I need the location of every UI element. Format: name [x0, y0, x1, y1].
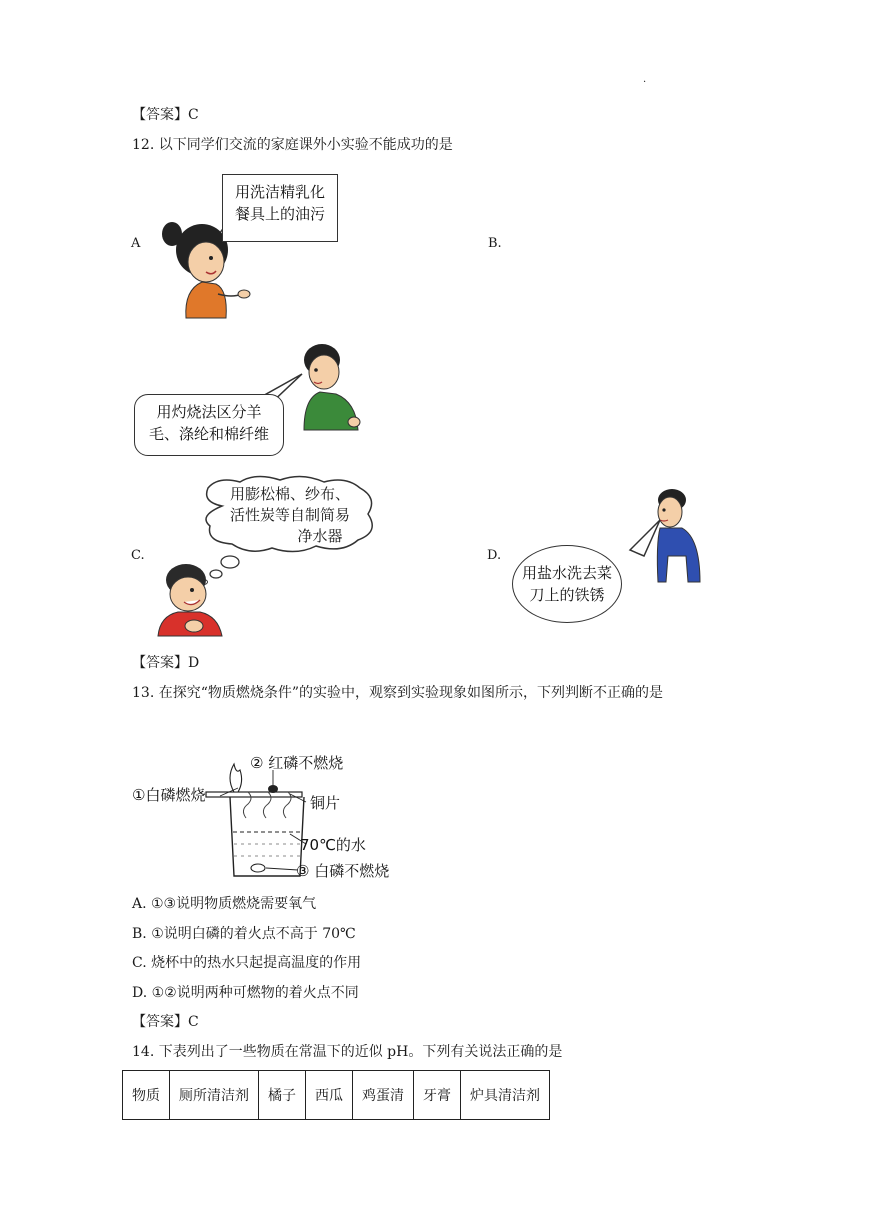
q14-stem: 14. 下表列出了一些物质在常温下的近似 pH。下列有关说法正确的是	[132, 1044, 563, 1060]
speech-b-line1: 用灼烧法区分羊	[156, 403, 262, 421]
diagram-label-1: ①白磷燃烧	[132, 786, 206, 804]
speech-d-line2: 刀上的铁锈	[529, 586, 605, 604]
submerged-white-phosphorus	[251, 864, 265, 872]
thought-cloud-c	[210, 484, 370, 547]
table-header-cell: 炉具清洁剂	[461, 1071, 550, 1120]
table-header-cell: 西瓜	[306, 1071, 353, 1120]
diagram-label-4: 70℃的水	[300, 836, 366, 854]
table-row	[123, 1071, 550, 1120]
speech-c-line3: 净水器	[297, 527, 343, 545]
q12-option-b-label: B.	[488, 236, 502, 251]
q13-option-b: B. ①说明白磷的着火点不高于 70℃	[132, 926, 356, 942]
flame-icon	[230, 764, 242, 792]
q13-answer: 【答案】C	[132, 1014, 199, 1030]
diagram-label-5: ③ 白磷不燃烧	[296, 862, 390, 880]
q13-stem: 13. 在探究“物质燃烧条件”的实验中，观察到实验现象如图所示，下列判断不正确的是	[132, 685, 664, 701]
combustion-experiment-diagram	[130, 748, 410, 884]
q12-stem: 12. 以下同学们交流的家庭课外小实验不能成功的是	[132, 137, 453, 153]
q13-option-c: C. 烧杯中的热水只起提高温度的作用	[132, 955, 362, 971]
header-dot: .	[643, 74, 647, 85]
table-header-cell: 鸡蛋清	[353, 1071, 414, 1120]
q13-option-a: A. ①③说明物质燃烧需要氧气	[132, 896, 317, 912]
speech-box-a	[222, 174, 338, 242]
q13-option-d: D. ①②说明两种可燃物的着火点不同	[132, 985, 359, 1001]
red-phosphorus-lump	[268, 785, 278, 793]
ph-table	[122, 1070, 550, 1120]
q12-option-d-label: D.	[487, 548, 502, 563]
speech-d-line1: 用盐水洗去菜	[521, 564, 612, 582]
table-header-cell: 物质	[123, 1071, 170, 1120]
speech-box-b	[134, 394, 284, 456]
beaker	[230, 797, 304, 876]
q12-option-c-label: C.	[131, 548, 145, 563]
q11-answer: 【答案】C	[132, 107, 199, 123]
boy-red-shirt-illustration	[150, 548, 260, 638]
speech-a-line1: 用洗洁精乳化	[234, 183, 325, 201]
table-header-cell: 厕所清洁剂	[170, 1071, 259, 1120]
table-header-cell: 牙膏	[414, 1071, 461, 1120]
speech-c-line2: 活性炭等自制简易	[229, 506, 350, 524]
speech-a-line2: 餐具上的油污	[234, 205, 325, 223]
table-header-cell: 橘子	[259, 1071, 306, 1120]
q12-option-a-label: A	[131, 236, 141, 251]
q12-answer: 【答案】D	[132, 655, 200, 671]
speech-c-line1: 用膨松棉、纱布、	[229, 485, 350, 503]
diagram-label-2: ② 红磷不燃烧	[250, 754, 344, 772]
diagram-label-3: 铜片	[310, 794, 341, 812]
speech-b-line2: 毛、涤纶和棉纤维	[148, 425, 269, 443]
speech-box-d	[512, 545, 622, 623]
